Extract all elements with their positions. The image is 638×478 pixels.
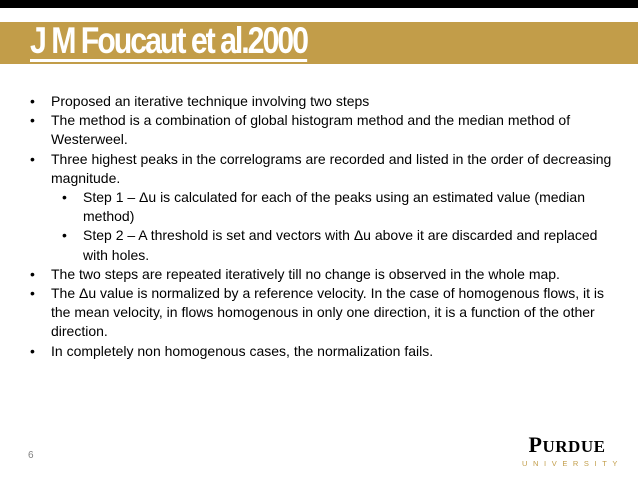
logo-initial: P — [528, 432, 543, 457]
bullet-text: Step 2 – A threshold is set and vectors with Δu above it are discarded and replaced with holes. — [83, 227, 598, 263]
bullet-text: The method is a combination of global histogram method and the median method of Westerweel. — [51, 112, 571, 148]
purdue-logo — [517, 432, 624, 469]
bullet-item — [30, 150, 615, 188]
bullet-text: Proposed an iterative technique involving two steps — [51, 93, 370, 109]
logo-wordmark — [517, 434, 617, 458]
bullet-glyph: • — [30, 93, 35, 109]
bullet-text: The two steps are repeated iteratively till no change is observed in the whole map. — [51, 265, 560, 282]
logo-subtitle: UNIVERSITY — [522, 459, 624, 468]
bullet-text: Step 1 – Δu is calculated for each of the peaks using an estimated value (median method) — [83, 189, 585, 225]
bullet-item — [30, 111, 615, 149]
bullet-glyph: • — [30, 285, 35, 302]
bullet-item — [30, 342, 615, 361]
bullet-glyph: • — [30, 150, 35, 167]
bullet-glyph: • — [62, 227, 67, 244]
bullet-glyph: • — [30, 112, 35, 129]
bullet-text: In completely non homogenous cases, the normalization fails. — [51, 342, 434, 359]
bullet-item — [30, 92, 615, 111]
sub-bullet-item — [30, 188, 615, 226]
bullet-glyph: • — [30, 342, 35, 359]
bullet-glyph: • — [30, 265, 35, 282]
logo-rest: URDUE — [542, 437, 606, 456]
top-bar — [0, 0, 638, 8]
page-number: 6 — [28, 450, 34, 461]
bullet-item — [30, 284, 615, 342]
bullet-list — [30, 92, 615, 361]
sub-bullet-item — [30, 226, 615, 264]
bullet-glyph: • — [62, 189, 67, 206]
slide-title-text: J M Foucaut et al.2000 — [30, 20, 307, 61]
bullet-text: Three highest peaks in the correlograms are recorded and listed in the order of decreasing magnitude. — [51, 150, 612, 186]
bullet-item — [30, 265, 615, 284]
bullet-text: The Δu value is normalized by a reference velocity. In the case of homogenous flows, it is the mean velocity, in flows homogenous in only one direction, it is a function of the other direction. — [51, 285, 605, 340]
slide-title — [30, 17, 307, 65]
